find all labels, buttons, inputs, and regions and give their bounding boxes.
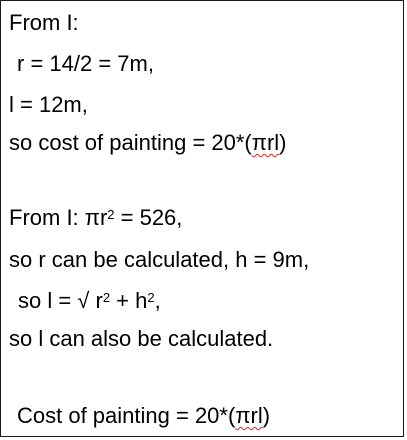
cost-final-prefix: Cost of painting = 20*( xyxy=(17,403,236,428)
text-line-area-equation xyxy=(9,203,182,233)
text-line-slant-formula xyxy=(18,286,161,316)
text-line-l-calculated: so l can also be calculated. xyxy=(9,326,274,351)
spellcheck-term: πrl xyxy=(251,130,280,155)
slant-formula-suffix: , xyxy=(154,288,161,313)
slant-formula-prefix: so l = √ r xyxy=(18,288,103,313)
text-line-cost-formula xyxy=(9,128,287,158)
text-line-r-calculated: so r can be calculated, h = 9m, xyxy=(9,247,310,272)
text-line-cost-final xyxy=(17,401,270,431)
cost-final-suffix: ) xyxy=(262,403,271,428)
superscript-exponent: 2 xyxy=(102,289,111,305)
text-line-slant-height: l = 12m, xyxy=(9,92,88,117)
text-line-from-i: From I: xyxy=(9,10,79,35)
slant-formula-mid: + h xyxy=(110,288,148,313)
superscript-exponent: 2 xyxy=(147,289,155,305)
text-line-radius: r = 14/2 = 7m, xyxy=(17,51,154,76)
superscript-exponent: 2 xyxy=(107,206,115,222)
spellcheck-term: πrl xyxy=(235,403,263,428)
area-equation-prefix: From I: πr xyxy=(9,205,108,230)
cost-formula-suffix: ) xyxy=(279,130,287,155)
area-equation-suffix: = 526, xyxy=(114,205,183,230)
cost-formula-prefix: so cost of painting = 20*( xyxy=(9,130,252,155)
